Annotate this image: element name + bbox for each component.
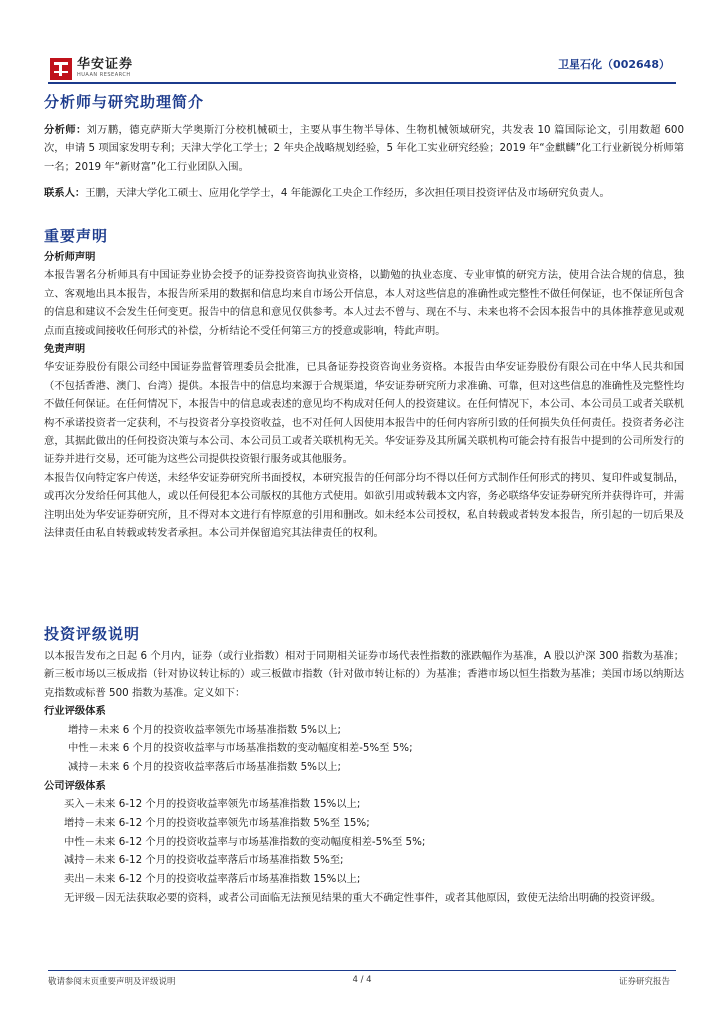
contact-text: 王鹏，天津大学化工硕士、应用化学学士，4 年能源化工央企工作经历，多次担任项目投资评估及市场研究负责人。 — [85, 187, 610, 200]
company-rating-item: 卖出－未来 6-12 个月的投资收益率落后市场基准指数 15%以上; — [64, 872, 361, 885]
contact-intro — [44, 184, 684, 202]
company-rating-item: 减持－未来 6-12 个月的投资收益率落后市场基准指数 5%至; — [64, 854, 344, 867]
analyst-section-title: 分析师与研究助理简介 — [44, 93, 205, 111]
header-divider — [48, 82, 676, 84]
company-logo — [50, 58, 133, 80]
page-number: 4 / 4 — [352, 975, 372, 985]
analyst-label: 分析师： — [44, 124, 87, 136]
company-rating-item: 增持－未来 6-12 个月的投资收益率领先市场基准指数 5%至 15%; — [64, 816, 370, 829]
footer-report-type: 证券研究报告 — [618, 977, 670, 987]
company-rating-item: 中性－未来 6-12 个月的投资收益率与市场基准指数的变动幅度相差-5%至 5%; — [64, 835, 426, 848]
logo-mark-icon — [50, 58, 72, 80]
page-header — [48, 50, 676, 84]
company-ticker: 卫星石化（002648） — [558, 58, 670, 71]
rating-section — [44, 624, 684, 907]
no-rating-text: 因无法获取必要的资料，或者公司面临无法预见结果的重大不确定性事件，或者其他原因，致使无法给出明确的投资评级。 — [105, 891, 662, 904]
footer-divider — [48, 970, 676, 971]
exemption-paragraph-1: 华安证券股份有限公司经中国证券监督管理委员会批准，已具备证券投资咨询业务资格。本报告由华安证券股份有限公司在中华人民共和国（不包括香港、澳门、台湾）提供。本报告中的信息均来源于合规渠道，华安证券研究所力求准确、可靠，但对这些信息的准确性及完整性均不做任何保证。在任何情况下，本报告中的信息或表述的意见均不构成对任何人的投资建议。在任何情况下，本公司、本公司员工或者关联机构不承诺投资者一定获利，不与投资者分享投资收益，也不对任何人因使用本报告中的任何内容所引致的任何损失负任何责任。投资者务必注意，其据此做出的任何投资决策与本公司、本公司员工或者关联机构无关。华安证券及其所属关联机构可能会持有报告中提到的公司所发行的证券并进行交易，还可能为这些公司提供投资银行服务或其他服务。 — [44, 361, 684, 466]
analyst-text: 刘万鹏，德克萨斯大学奥斯汀分校机械硕士，主要从事生物半导体、生物机械领域研究，共发表 10 篇国际论文，引用数超 600 次，申请 5 项国家发明专利；天津大学化工学士；2 年央企战略规划经验，5 年化工实业研究经验；2019 年“金麒麟”化工行业新锐分析师第一名；2019 年“新财富”化工行业团队入围。 — [44, 124, 685, 173]
analyst-statement-text: 本报告署名分析师具有中国证券业协会授予的证券投资咨询执业资格，以勤勉的执业态度、专业审慎的研究方法，使用合法合规的信息，独立、客观地出具本报告，本报告所采用的数据和信息均来自市场公开信息，本人对这些信息的准确性或完整性不做任何保证，也不保证所包含的信息和建议不会发生任何变更。报告中的信息和意见仅供参考。本人过去不曾与、现在不与、未来也将不会因本报告中的具体推荐意见或观点而直接或间接收任何形式的补偿，分析结论不受任何第三方的授意或影响，特此声明。 — [44, 269, 684, 337]
logo-chinese-name: 华安证券 — [77, 57, 134, 72]
industry-rating-item: 中性－未来 6 个月的投资收益率与市场基准指数的变动幅度相差-5%至 5%; — [68, 742, 413, 755]
analyst-section — [44, 92, 684, 203]
industry-rating-list — [44, 721, 684, 777]
industry-rating-item: 减持－未来 6 个月的投资收益率落后市场基准指数 5%以上; — [68, 761, 342, 774]
industry-rating-item: 增持－未来 6 个月的投资收益率领先市场基准指数 5%以上; — [68, 723, 342, 736]
footer-disclaimer-note: 敬请参阅末页重要声明及评级说明 — [48, 977, 176, 987]
company-rating-item: 买入－未来 6-12 个月的投资收益率领先市场基准指数 15%以上; — [64, 798, 361, 811]
rating-section-title: 投资评级说明 — [44, 625, 141, 643]
company-rating-title: 公司评级体系 — [44, 779, 106, 792]
no-rating-prefix: 无评级－ — [64, 891, 106, 904]
disclaimer-section — [44, 226, 684, 543]
analyst-statement-title: 分析师声明 — [44, 251, 96, 263]
company-rating-list — [44, 795, 684, 907]
disclaimer-section-title: 重要声明 — [44, 227, 109, 245]
company-rating-item-no-rating — [44, 889, 684, 908]
exemption-paragraph-2: 本报告仅向特定客户传送，未经华安证券研究所书面授权，本研究报告的任何部分均不得以任何方式制作任何形式的拷贝、复印件或复制品，或再次分发给任何其他人，或以任何侵犯本公司版权的其他方式使用。如欲引用或转载本文内容，务必联络华安证券研究所并获得许可，并需注明出处为华安证券研究所，且不得对本文进行有悖原意的引用和删改。如未经本公司授权，私自转载或者转发本报告，所引起的一切后果及法律责任由私自转载或转发者承担。本公司并保留追究其法律责任的权利。 — [44, 471, 684, 540]
rating-intro: 以本报告发布之日起 6 个月内，证券（或行业指数）相对于同期相关证券市场代表性指数的涨跌幅作为基准，A 股以沪深 300 指数为基准；新三板市场以三板成指（针对协议转让标的）或三板做市指数（针对做市转让标的）为基准；香港市场以恒生指数为基准；美国市场以纳斯达克指数或标普 500 指数为基准。定义如下： — [44, 650, 684, 699]
industry-rating-title: 行业评级体系 — [44, 705, 106, 718]
exemption-title: 免责声明 — [44, 343, 86, 356]
contact-label: 联系人： — [44, 187, 86, 200]
logo-english-name: HUAAN RESEARCH — [77, 72, 131, 78]
analyst-intro — [44, 121, 684, 176]
